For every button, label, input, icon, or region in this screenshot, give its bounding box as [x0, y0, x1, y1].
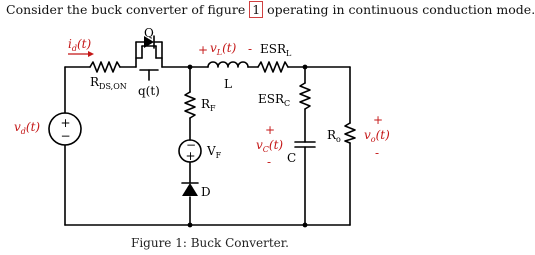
label-vl-plus: +: [198, 43, 209, 57]
label-ro: $R_o$: [327, 128, 341, 144]
label-vd: $v_d(t)$: [14, 120, 41, 136]
label-d: D: [201, 185, 211, 199]
label-vl: $v_L(t)$: [210, 41, 237, 57]
label-vc-plus: +: [265, 123, 276, 137]
mosfet-switch: [136, 36, 162, 80]
label-l: L: [224, 77, 232, 91]
label-q: Q: [144, 26, 154, 40]
label-vo-minus: -: [375, 146, 380, 160]
label-id: $i_d(t)$: [68, 37, 92, 53]
label-vo-plus: +: [373, 113, 384, 127]
label-esrl: $ESR_L$: [260, 42, 292, 58]
inductor-coil: [208, 62, 248, 67]
label-vl-minus: -: [248, 42, 253, 56]
label-rf: $R_F$: [201, 97, 216, 113]
intro-after: operating in continuous conduction mode.: [263, 2, 535, 17]
label-rds: $R_{DS,ON}$: [90, 75, 127, 91]
label-esrc: $ESR_C$: [258, 92, 291, 108]
source-plus: +: [60, 116, 71, 130]
ro-resistor: [345, 123, 355, 143]
label-vc-minus: -: [267, 155, 272, 169]
esrl-resistor: [258, 62, 288, 72]
figure-ref-link[interactable]: 1: [249, 1, 263, 18]
node-dot-esrc-top: [303, 65, 308, 70]
esrc-resistor: [300, 83, 310, 109]
label-q-gate: q(t): [138, 84, 160, 98]
label-vc: $v_C(t)$: [256, 138, 284, 154]
rf-resistor: [185, 92, 195, 118]
label-vo: $v_o(t)$: [364, 128, 390, 144]
current-arrowhead: [88, 51, 94, 57]
diode-triangle: [182, 183, 198, 196]
figure-caption: Figure 1: Buck Converter.: [131, 236, 289, 250]
label-vf: $V_F$: [207, 144, 222, 160]
node-dot-bottom-mid: [188, 223, 193, 228]
vf-source-minus: −: [186, 138, 197, 152]
node-dot-switch: [188, 65, 193, 70]
rds-resistor: [90, 62, 120, 72]
node-dot-esrc-bottom: [303, 223, 308, 228]
source-minus: −: [60, 129, 71, 143]
vf-source-plus: +: [185, 149, 196, 163]
intro-before: Consider the buck converter of figure: [6, 2, 250, 17]
label-c: C: [287, 151, 297, 165]
